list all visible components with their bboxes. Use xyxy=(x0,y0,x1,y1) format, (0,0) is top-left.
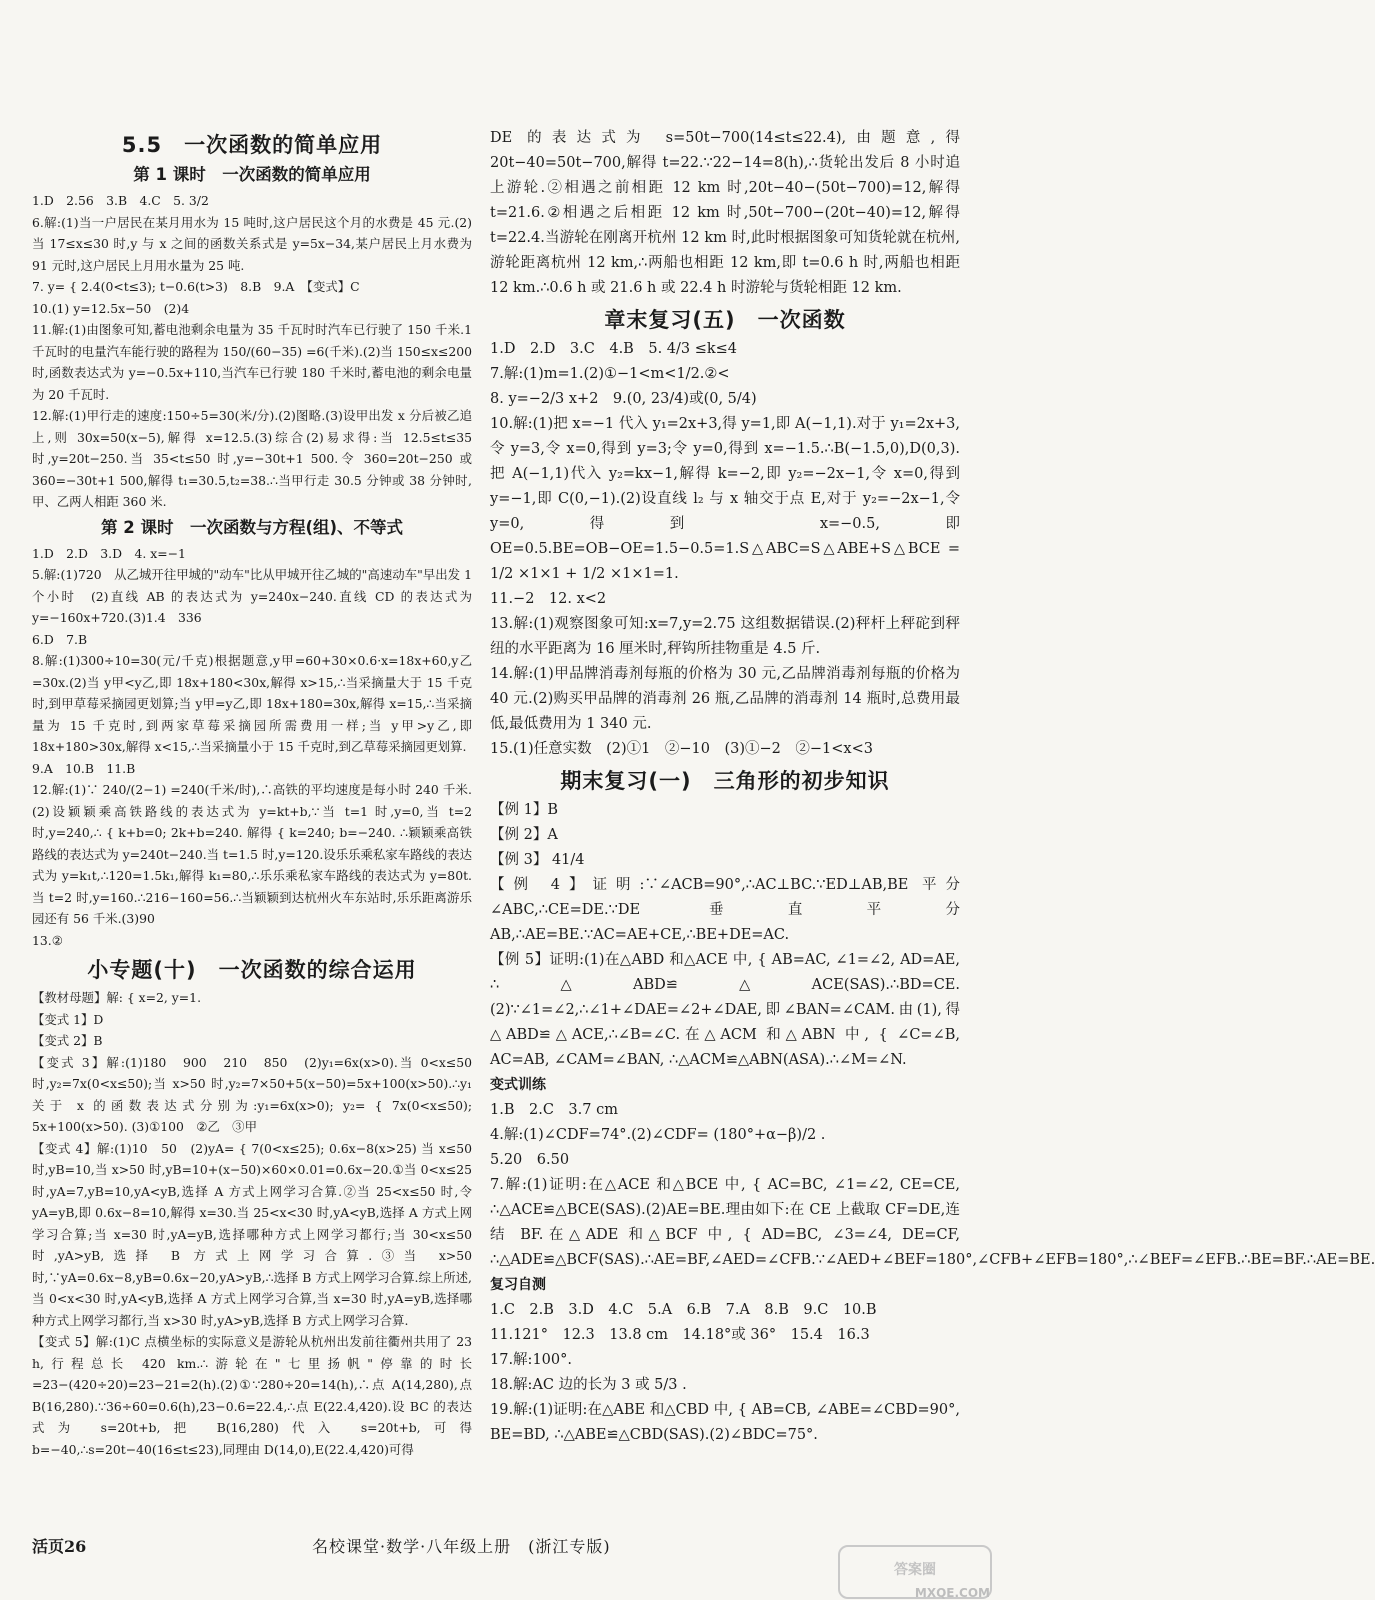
answer-paragraph: 12.解:(1)∵ 240/(2−1) =240(千米/时),∴高铁的平均速度是每小时 240 千米.(2)设颖颖乘高铁路线的表达式为 y=kt+b,∵当 t=1 时,y=0,当 t=2 时,y=240,∴ { k+b=0; 2k+b=240. 解得 { k=240; b=−240. ∴颖颖乘高铁路线的表达式为 y=240t−240.当 t=1.5 时,y=120.设乐乐乘私家车路线的表达式为 y=k₁t,∴120=1.5k₁,解得 k₁=80,∴乐乐乘私家车路线的表达式为 y=80t.当 t=2 时,y=160.∴216−160=56.∴当颖颖到达杭州火车东站时,乐乐距离游乐园还有 56 千米.(3)90 xyxy=(32,782,472,926)
sub-heading: 复习自测 xyxy=(490,1277,546,1293)
section-title: 小专题(十) 一次函数的综合运用 xyxy=(87,958,417,982)
lesson-title: 第 1 课时 一次函数的简单应用 xyxy=(133,165,371,184)
lesson-title: 第 2 课时 一次函数与方程(组)、不等式 xyxy=(100,517,404,537)
answer-paragraph: 【例 3】 41/4 xyxy=(490,852,585,868)
answer-paragraph: 【变式 1】D xyxy=(32,1011,104,1027)
section-title: 5.5 一次函数的简单应用 xyxy=(121,133,383,157)
answer-paragraph: 【例 4】证明:∵∠ACB=90°,∴AC⊥BC.∵ED⊥AB,BE 平分∠ABC,∴CE=DE.∵DE 垂直平分 AB,∴AE=BE.∵AC=AE+CE,∴BE+DE=AC. xyxy=(490,877,960,943)
answer-paragraph: 1.C 2.B 3.D 4.C 5.A 6.B 7.A 8.B 9.C 10.B xyxy=(490,1302,877,1318)
answer-paragraph: 11.121° 12.3 13.8 cm 14.18°或 36° 15.4 16.3 xyxy=(490,1327,870,1343)
answer-paragraph: 【教材母题】解: { x=2, y=1. xyxy=(32,990,202,1005)
answer-paragraph: 9.A 10.B 11.B xyxy=(32,760,136,776)
left-column xyxy=(32,126,472,1460)
answer-paragraph: 【变式 5】解:(1)C 点横坐标的实际意义是游轮从杭州出发前往衢州共用了 23 h,行程总长 420 km.∴游轮在"七里扬帆"停靠的时长=23−(420÷20)=23−21=2(h).(2)①∵280÷20=14(h),∴点 A(14,280),点 B(16,280).∵36÷60=0.6(h),23−0.6=22.4,∴点 E(22.4,420).设 BC 的表达式为 s=20t+b,把 B(16,280)代入 s=20t+b,可得 b=−40,∴s=20t−40(16≤t≤23),同理由 D(14,0),E(22.4,420)可得 xyxy=(32,1334,472,1457)
watermark-site: MXQE.COM xyxy=(914,1586,990,1600)
sub-heading: 变式训练 xyxy=(490,1077,546,1093)
answer-paragraph: 【例 5】证明:(1)在△ABD 和△ACE 中, { AB=AC, ∠1=∠2, AD=AE, ∴△ABD≌△ACE(SAS).∴BD=CE.(2)∵∠1=∠2,∴∠1+∠DAE=∠2+∠DAE,即∠BAN=∠CAM.由(1),得△ABD≌△ACE,∴∠B=∠C.在△ACM 和△ABN 中, { ∠C=∠B, AC=AB, ∠CAM=∠BAN, ∴△ACM≌△ABN(ASA).∴∠M=∠N. xyxy=(490,952,960,1068)
answer-paragraph: 【例 2】A xyxy=(490,827,558,843)
answer-paragraph: 【变式 2】B xyxy=(32,1033,103,1048)
answer-paragraph: 12.解:(1)甲行走的速度:150÷5=30(米/分).(2)图略.(3)设甲出发 x 分后被乙追上,则 30x=50(x−5),解得 x=12.5.(3)综合(2)易求得:当 12.5≤t≤35 时,y=20t−250.当 35<t≤50 时,y=−30t+1 500.令 360=20t−250 或 360=−30t+1 500,解得 t₁=30.5,t₂=38.∴当甲行走 30.5 分钟或 38 分钟时,甲、乙两人相距 360 米. xyxy=(32,408,472,509)
answer-paragraph: 8.解:(1)300÷10=30(元/千克)根据题意,y甲=60+30×0.6·x=18x+60,y乙=30x.(2)当 y甲<y乙,即 18x+180<30x,解得 x>15,∴当采摘量大于 15 千克时,到甲草莓采摘园更划算;当 y甲=y乙,即 18x+180=30x,解得 x=15,∴当采摘量为 15 千克时,到两家草莓采摘园所需费用一样;当 y甲>y乙,即 18x+180>30x,解得 x<15,∴当采摘量小于 15 千克时,到乙草莓采摘园更划算. xyxy=(32,653,472,754)
watermark-logo: 答案圈 xyxy=(838,1545,992,1599)
answer-paragraph: DE 的表达式为 s=50t−700(14≤t≤22.4),由题意,得 20t−40=50t−700,解得 t=22.∵22−14=8(h),∴货轮出发后 8 小时追上游轮.②相遇之前相距 12 km 时,20t−40−(50t−700)=12,解得 t=21.6.②相遇之后相距 12 km 时,50t−700−(20t−40)=12,解得 t=22.4.当游轮在刚离开杭州 12 km 时,此时根据图象可知货轮就在杭州,游轮距离杭州 12 km,∴两船也相距 12 km,即 t=0.6 h 时,两船也相距 12 km.∴0.6 h 或 21.6 h 或 22.4 h 时游轮与货轮相距 12 km. xyxy=(490,130,960,296)
book-title: 名校课堂·数学·八年级上册 (浙江专版) xyxy=(312,1537,611,1556)
answer-paragraph: 11.−2 12. x<2 xyxy=(490,591,607,607)
page-number: 活页26 xyxy=(32,1537,87,1556)
answer-paragraph: 10.解:(1)把 x=−1 代入 y₁=2x+3,得 y=1,即 A(−1,1).对于 y₁=2x+3,令 y=3,令 x=0,得到 y=3;令 y=0,得到 x=−1.5.∴B(−1.5,0),D(0,3).把 A(−1,1)代入 y₂=kx−1,解得 k=−2,即 y₂=−2x−1,令 x=0,得到 y=−1,即 C(0,−1).(2)设直线 l₂ 与 x 轴交于点 E,对于 y₂=−2x−1,令 y=0,得到 x=−0.5,即 OE=0.5.BE=OB−OE=1.5−0.5=1.S△ABC=S△ABE+S△BCE = 1/2 ×1×1 + 1/2 ×1×1=1. xyxy=(490,416,960,582)
right-column xyxy=(490,126,1375,1448)
answer-paragraph: 10.(1) y=12.5x−50 (2)4 xyxy=(32,300,190,316)
answer-paragraph: 1.D 2.D 3.C 4.B 5. 4/3 ≤k≤4 xyxy=(490,341,738,357)
answer-paragraph: 17.解:100°. xyxy=(490,1352,572,1368)
answer-paragraph: 13.② xyxy=(32,932,63,948)
answer-paragraph: 1.D 2.56 3.B 4.C 5. 3/2 xyxy=(32,193,209,208)
answer-paragraph: 19.解:(1)证明:在△ABE 和△CBD 中, { AB=CB, ∠ABE=∠CBD=90°, BE=BD, ∴△ABE≌△CBD(SAS).(2)∠BDC=75°. xyxy=(490,1402,960,1443)
answer-paragraph: 6.解:(1)当一户居民在某月用水为 15 吨时,这户居民这个月的水费是 45 元.(2)当 17≤x≤30 时,y 与 x 之间的函数关系式是 y=5x−34,某户居民上月水费为 91 元时,这户居民上月用水量为 25 吨. xyxy=(32,214,472,273)
answer-paragraph: 【变式 3】解:(1)180 900 210 850 (2)y₁=6x(x>0).当 0<x≤50 时,y₂=7x(0<x≤50);当 x>50 时,y₂=7×50+5(x−50)=5x+100(x>50).∴y₁ 关于 x 的函数表达式分别为:y₁=6x(x>0); y₂= { 7x(0<x≤50); 5x+100(x>50). (3)①100 ②乙 ③甲 xyxy=(32,1054,472,1134)
answer-paragraph: 6.D 7.B xyxy=(32,631,88,647)
answer-paragraph: 5.20 6.50 xyxy=(490,1152,570,1168)
answer-paragraph: 14.解:(1)甲品牌消毒剂每瓶的价格为 30 元,乙品牌消毒剂每瓶的价格为 40 元.(2)购买甲品牌的消毒剂 26 瓶,乙品牌的消毒剂 14 瓶时,总费用最低,最低费用为 1 340 元. xyxy=(490,666,960,732)
section-title: 期末复习(一) 三角形的初步知识 xyxy=(560,769,890,793)
answer-paragraph: 15.(1)任意实数 (2)①1 ②−10 (3)①−2 ②−1<x<3 xyxy=(490,741,873,757)
answer-paragraph: 1.D 2.D 3.D 4. x=−1 xyxy=(32,545,186,561)
answer-paragraph: 7. y= { 2.4(0<t≤3); t−0.6(t>3) 8.B 9.A 【变式】C xyxy=(32,279,360,294)
answer-paragraph: 4.解:(1)∠CDF=74°.(2)∠CDF= (180°+α−β)/2 . xyxy=(490,1127,826,1143)
answer-paragraph: 1.B 2.C 3.7 cm xyxy=(490,1102,618,1118)
answer-paragraph: 【例 1】B xyxy=(490,802,558,818)
answer-paragraph: 7.解:(1)证明:在△ACE 和△BCE 中, { AC=BC, ∠1=∠2, CE=CE, ∴△ACE≌△BCE(SAS).(2)AE=BE.理由如下:在 CE 上截取 CF=DE,连结 BF.在△ADE 和△BCF 中, { AD=BC, ∠3=∠4, DE=CF, ∴△ADE≌△BCF(SAS).∴AE=BF,∠AED=∠CFB.∵∠AED+∠BEF=180°,∠CFB+∠EFB=180°,∴∠BEF=∠EFB.∴BE=BF.∴AE=BE. xyxy=(490,1177,1375,1268)
answer-paragraph: 11.解:(1)由图象可知,蓄电池剩余电量为 35 千瓦时时汽车已行驶了 150 千米.1 千瓦时的电量汽车能行驶的路程为 150/(60−35) =6(千米).(2)当 150≤x≤200 时,函数表达式为 y=−0.5x+110,当汽车已行驶 180 千米时,蓄电池的剩余电量为 20 千瓦时. xyxy=(32,322,472,402)
answer-paragraph: 18.解:AC 边的长为 3 或 5/3 . xyxy=(490,1377,687,1393)
answer-paragraph: 7.解:(1)m=1.(2)①−1<m<1/2.②< xyxy=(490,366,730,382)
answer-paragraph: 5.解:(1)720 从乙城开往甲城的"动车"比从甲城开往乙城的"高速动车"早出发 1 个小时 (2)直线 AB 的表达式为 y=240x−240.直线 CD 的表达式为 y=−160x+720.(3)1.4 336 xyxy=(32,567,472,625)
answer-paragraph: 13.解:(1)观察图象可知:x=7,y=2.75 这组数据错误.(2)秤杆上秤砣到秤纽的水平距离为 16 厘米时,秤钩所挂物重是 4.5 斤. xyxy=(490,616,960,657)
section-title: 章末复习(五) 一次函数 xyxy=(604,308,846,332)
answer-paragraph: 8. y=−2/3 x+2 9.(0, 23/4)或(0, 5/4) xyxy=(490,391,757,407)
answer-paragraph: 【变式 4】解:(1)10 50 (2)yA= { 7(0<x≤25); 0.6x−8(x>25) 当 x≤50 时,yB=10,当 x>50 时,yB=10+(x−50)×60×0.01=0.6x−20.①当 0<x≤25 时,yA=7,yB=10,yA<yB,选择 A 方式上网学习合算.②当 25<x≤50 时,令 yA=yB,即 0.6x−8=10,解得 x=30.当 25<x<30 时,yA<yB,选择 A 方式上网学习合算;当 x=30 时,yA=yB,选择哪种方式上网学习都行;当 30<x≤50 时,yA>yB,选择 B 方式上网学习合算.③当 x>50 时,∵yA=0.6x−8,yB=0.6x−20,yA>yB,∴选择 B 方式上网学习合算.综上所述,当 0<x<30 时,yA<yB,选择 A 方式上网学习合算,当 x=30 时,yA=yB,选择哪种方式上网学习都行,当 x>30 时,yA>yB,选择 B 方式上网学习合算. xyxy=(32,1140,472,1328)
